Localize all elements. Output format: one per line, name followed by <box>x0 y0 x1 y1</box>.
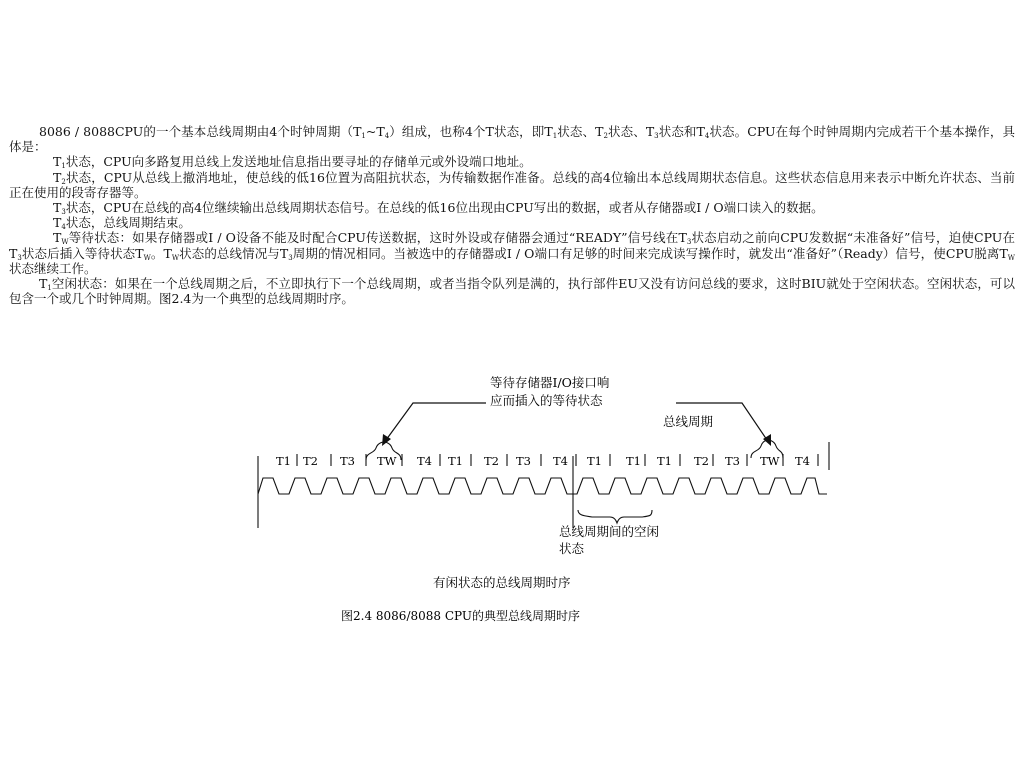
state-label: T1 <box>626 454 641 468</box>
subscript: 1 <box>361 132 366 140</box>
subscript: 3 <box>654 132 659 140</box>
paragraph-idle <box>9 276 1015 306</box>
subscript: W <box>1007 253 1015 262</box>
subscript: 1 <box>552 132 558 140</box>
paragraph-tw <box>9 230 1015 276</box>
state-label: T4 <box>417 454 432 468</box>
state-label: T3 <box>725 454 740 468</box>
subscript: W <box>61 238 69 247</box>
state-label: T1 <box>276 454 291 468</box>
text-run: 状态继续工作。 <box>9 260 97 276</box>
diagram-subcaption: 有闲状态的总线周期时序 <box>433 575 571 590</box>
text-run: T <box>53 154 62 170</box>
wait-arrow-left <box>386 403 486 440</box>
state-label: T4 <box>553 454 568 468</box>
idle-annotation-line1: 总线周期间的空闲 <box>559 524 660 539</box>
paragraph-t3 <box>9 200 1015 215</box>
subscript: 3 <box>17 253 22 262</box>
wait-annotation-line1: 等待存储器I/O接口响 <box>490 375 610 390</box>
state-label: T1 <box>657 454 672 468</box>
state-label: T3 <box>340 454 355 468</box>
paragraph-t4 <box>9 215 1015 230</box>
subscript: 4 <box>704 132 710 140</box>
subscript: 2 <box>61 177 66 186</box>
state-label: T2 <box>484 454 499 468</box>
figure-caption: 图2.4 8086/8088 CPU的典型总线周期时序 <box>341 609 580 623</box>
text-run: 状态的总线情况与T <box>179 245 289 261</box>
idle-annotation-line2: 状态 <box>559 541 585 556</box>
subscript: 3 <box>686 238 692 247</box>
paragraph-t1 <box>9 154 1015 169</box>
paragraph-intro <box>9 124 1015 154</box>
text-run: 状态，CPU从总线上撤消地址，使总线的低16位置为高阻抗状态，为传输数据作准备。总线的高4位输出本总线周期状态信息。这些状态信息用来表示中断允许状态、当前正在使用的段寄存器等。 <box>9 169 1015 200</box>
body-text <box>9 124 1015 306</box>
state-label: T2 <box>303 454 318 468</box>
bus-cycle-timing-diagram <box>0 370 1024 640</box>
subscript: 1 <box>61 162 66 171</box>
subscript: W <box>143 253 151 262</box>
text-run: 状态、T <box>607 124 655 139</box>
state-label: TW <box>760 454 780 468</box>
text-run: 。T <box>150 245 172 261</box>
text-run: 8086 / 8088CPU的一个基本总线周期由4个时钟周期（T <box>39 124 362 139</box>
subscript: 3 <box>288 253 293 262</box>
text-run: T <box>53 230 62 246</box>
text-run: 状态，CPU向多路复用总线上发送地址信息指出要寻址的存储单元或外设端口地址。 <box>65 154 532 170</box>
state-label: T3 <box>516 454 531 468</box>
text-run: T <box>53 169 62 185</box>
text-run: T <box>39 276 48 292</box>
state-label: T4 <box>795 454 810 468</box>
text-run: 状态启动之前向CPU发数据“未准备好”信号，迫使CPU在T <box>9 230 1015 261</box>
state-label: T1 <box>448 454 463 468</box>
cycle-annotation: 总线周期 <box>663 414 714 429</box>
text-run: 状态，总线周期结束。 <box>65 215 191 231</box>
subscript: 3 <box>61 208 66 217</box>
state-label: T2 <box>694 454 709 468</box>
text-run: T <box>53 200 62 216</box>
subscript: 2 <box>603 132 608 140</box>
text-run: 空闲状态：如果在一个总线周期之后，不立即执行下一个总线周期，或者当指令队列是满的，执行部件EU又没有访问总线的要求，这时BIU就处于空闲状态。空闲状态，可以包含一个或几个时钟周期。图2.4为一个典型的总线周期时序。 <box>9 276 1015 307</box>
text-run: 状态后插入等待状态T <box>21 245 144 261</box>
text-run: 周期的情况相同。当被选中的存储器或I / O端口有足够的时间来完成读写操作时，就发出“准备好”（Ready）信号，使CPU脱离T <box>292 245 1008 261</box>
idle-brace <box>578 510 652 523</box>
state-label: T1 <box>587 454 602 468</box>
clock-waveform <box>258 478 827 494</box>
text-run: 状态和T <box>658 124 705 139</box>
text-run: 等待状态：如果存储器或I / O设备不能及时配合CPU传送数据，这时外设或存储器会通过“READY”信号线在T <box>68 230 687 246</box>
text-run: 状态，CPU在总线的高4位继续输出总线周期状态信号。在总线的低16位出现由CPU写出的数据，或者从存储器或I / O端口读入的数据。 <box>65 200 824 216</box>
text-run: T <box>53 215 62 231</box>
text-run: 状态、T <box>557 124 604 139</box>
state-label: TW <box>377 454 397 468</box>
subscript: W <box>171 253 180 262</box>
text-run: ~T <box>365 124 385 139</box>
text-run: 状态。CPU在每个时钟周期内完成若干个基本操作，具体是： <box>9 124 1015 155</box>
text-run: ）组成，也称4个T状态，即T <box>389 124 553 139</box>
wait-annotation-line2: 应而插入的等待状态 <box>490 393 603 408</box>
subscript: 4 <box>61 223 66 232</box>
subscript: 1 <box>47 284 52 293</box>
paragraph-t2 <box>9 170 1015 200</box>
subscript: 4 <box>384 132 390 140</box>
